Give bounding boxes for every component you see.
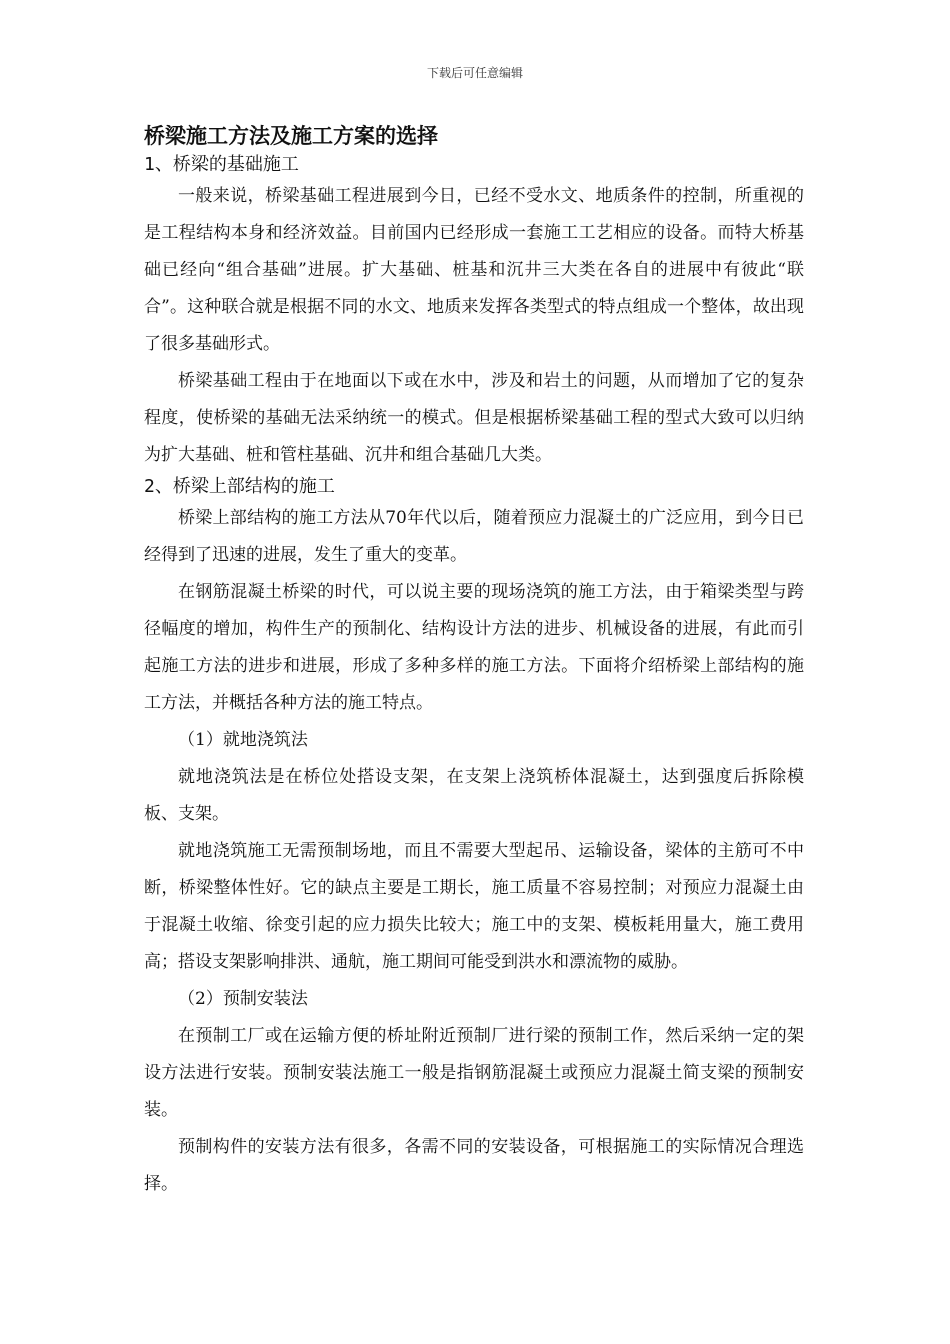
subsection-1-paragraph-2: 就地浇筑施工无需预制场地，而且不需要大型起吊、运输设备，梁体的主筋可不中断，桥梁整体性好。它的缺点主要是工期长，施工质量不容易控制；对预应力混凝土由于混凝土收缩、徐变引起的应力损失比较大；施工中的支架、模板耗用量大，施工费用高；搭设支架影响排洪、通航，施工期间可能受到洪水和漂流物的威胁。 xyxy=(144,841,804,972)
subsection-2-paragraph-2: 预制构件的安装方法有很多，各需不同的安装设备，可根据施工的实际情况合理选择。 xyxy=(144,1137,804,1194)
document-title: 桥梁施工方法及施工方案的选择 xyxy=(144,124,438,148)
subsection-1-heading: （1）就地浇筑法 xyxy=(178,730,308,750)
document-body xyxy=(144,120,804,1203)
subsection-1-paragraph-1: 就地浇筑法是在桥位处搭设支架，在支架上浇筑桥体混凝土，达到强度后拆除模板、支架。 xyxy=(144,767,804,824)
subsection-2-heading: （2）预制安装法 xyxy=(178,989,308,1009)
section-1-paragraph-2: 桥梁基础工程由于在地面以下或在水中，涉及和岩土的问题，从而增加了它的复杂程度，使桥梁的基础无法采纳统一的模式。但是根据桥梁基础工程的型式大致可以归纳为扩大基础、桩和管柱基础、沉井和组合基础几大类。 xyxy=(144,371,804,465)
subsection-2-paragraph-1: 在预制工厂或在运输方便的桥址附近预制厂进行梁的预制工作，然后采纳一定的架设方法进行安装。预制安装法施工一般是指钢筋混凝土或预应力混凝土简支梁的预制安装。 xyxy=(144,1026,804,1120)
section-1-heading: 1、桥梁的基础施工 xyxy=(144,154,299,175)
section-2-paragraph-2: 在钢筋混凝土桥梁的时代，可以说主要的现场浇筑的施工方法，由于箱梁类型与跨径幅度的增加，构件生产的预制化、结构设计方法的进步、机械设备的进展，有此而引起施工方法的进步和进展，形成了多种多样的施工方法。下面将介绍桥梁上部结构的施工方法，并概括各种方法的施工特点。 xyxy=(144,582,804,713)
section-1-paragraph-1: 一般来说，桥梁基础工程进展到今日，已经不受水文、地质条件的控制，所重视的是工程结构本身和经济效益。目前国内已经形成一套施工工艺相应的设备。而特大桥基础已经向“组合基础”进展。扩大基础、桩基和沉井三大类在各自的进展中有彼此“联合”。这种联合就是根据不同的水文、地质来发挥各类型式的特点组成一个整体，故出现了很多基础形式。 xyxy=(144,186,804,354)
section-2-heading: 2、桥梁上部结构的施工 xyxy=(144,476,335,497)
page-header-note: 下载后可任意编辑 xyxy=(426,66,523,80)
section-2-paragraph-1: 桥梁上部结构的施工方法从70年代以后，随着预应力混凝土的广泛应用，到今日已经得到了迅速的进展，发生了重大的变革。 xyxy=(144,508,804,565)
